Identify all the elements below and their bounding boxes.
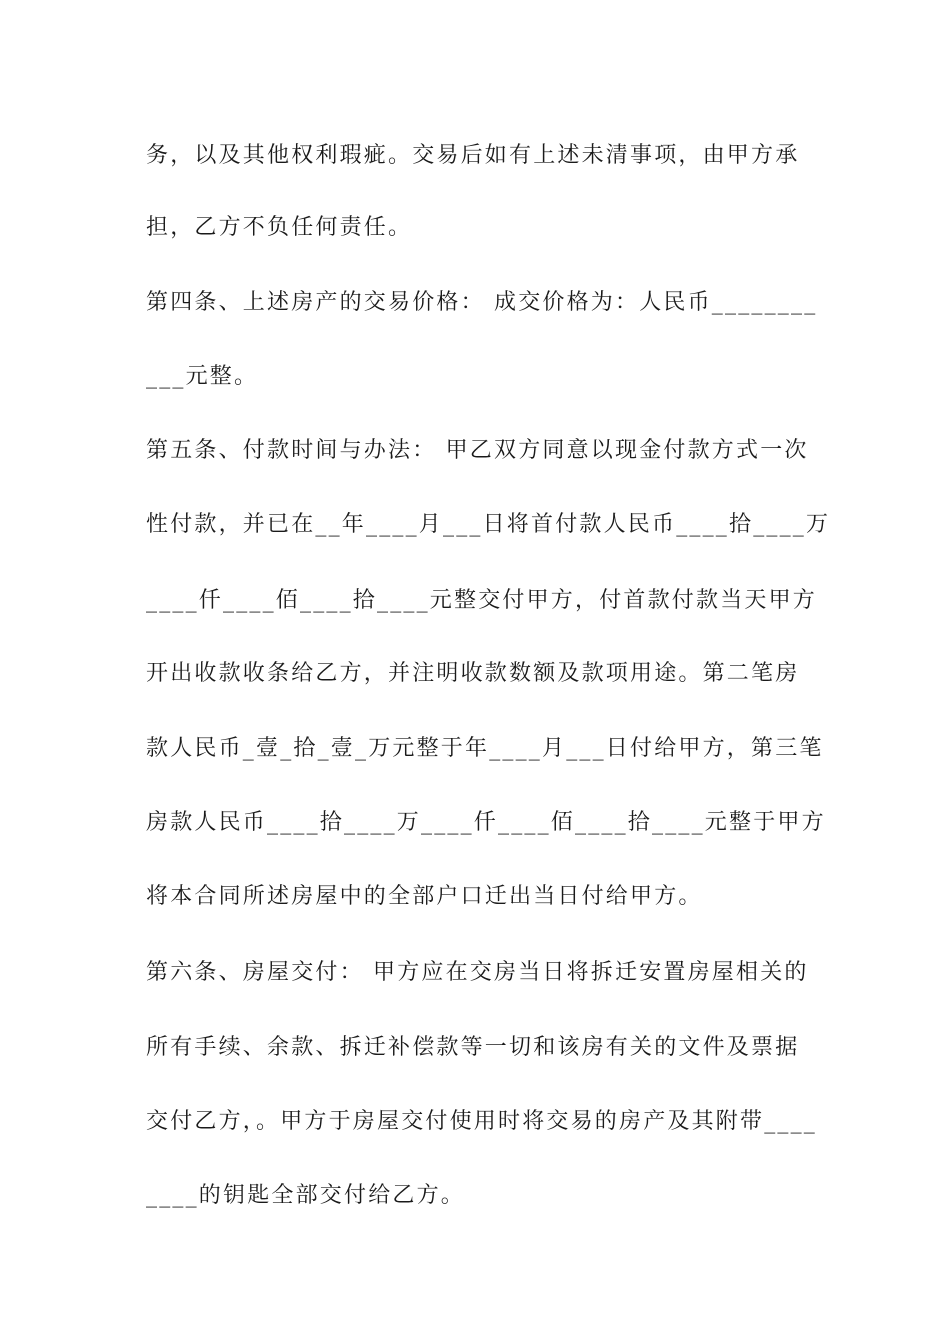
text-line: ____仟____佰____拾____元整交付甲方，付首款付款当天甲方	[146, 588, 818, 613]
text-line: 第五条、付款时间与办法： 甲乙双方同意以现金付款方式一次	[146, 438, 809, 463]
text-line: 房款人民币____拾____万____仟____佰____拾____元整于甲方	[146, 810, 826, 835]
text-line: ____的钥匙全部交付给乙方。	[146, 1183, 466, 1208]
text-line: 所有手续、余款、拆迁补偿款等一切和该房有关的文件及票据	[146, 1035, 800, 1060]
text-line: 第四条、上述房产的交易价格： 成交价格为：人民币________	[146, 290, 818, 315]
text-line: ___元整。	[146, 364, 259, 389]
text-line: 务，以及其他权利瑕疵。交易后如有上述未清事项，由甲方承	[146, 143, 800, 168]
text-line: 开出收款收条给乙方，并注明收款数额及款项用途。第二笔房	[146, 661, 800, 686]
text-line: 交付乙方，。甲方于房屋交付使用时将交易的房产及其附带____	[146, 1109, 818, 1134]
text-line: 将本合同所述房屋中的全部户口迁出当日付给甲方。	[146, 884, 703, 909]
text-line: 性付款，并已在__年____月___日将首付款人民币____拾____万	[146, 512, 831, 537]
text-line: 款人民币_壹_拾_壹_万元整于年____月___日付给甲方，第三笔	[146, 736, 824, 761]
text-line: 第六条、房屋交付： 甲方应在交房当日将拆迁安置房屋相关的	[146, 960, 809, 985]
text-line: 担，乙方不负任何责任。	[146, 215, 413, 240]
